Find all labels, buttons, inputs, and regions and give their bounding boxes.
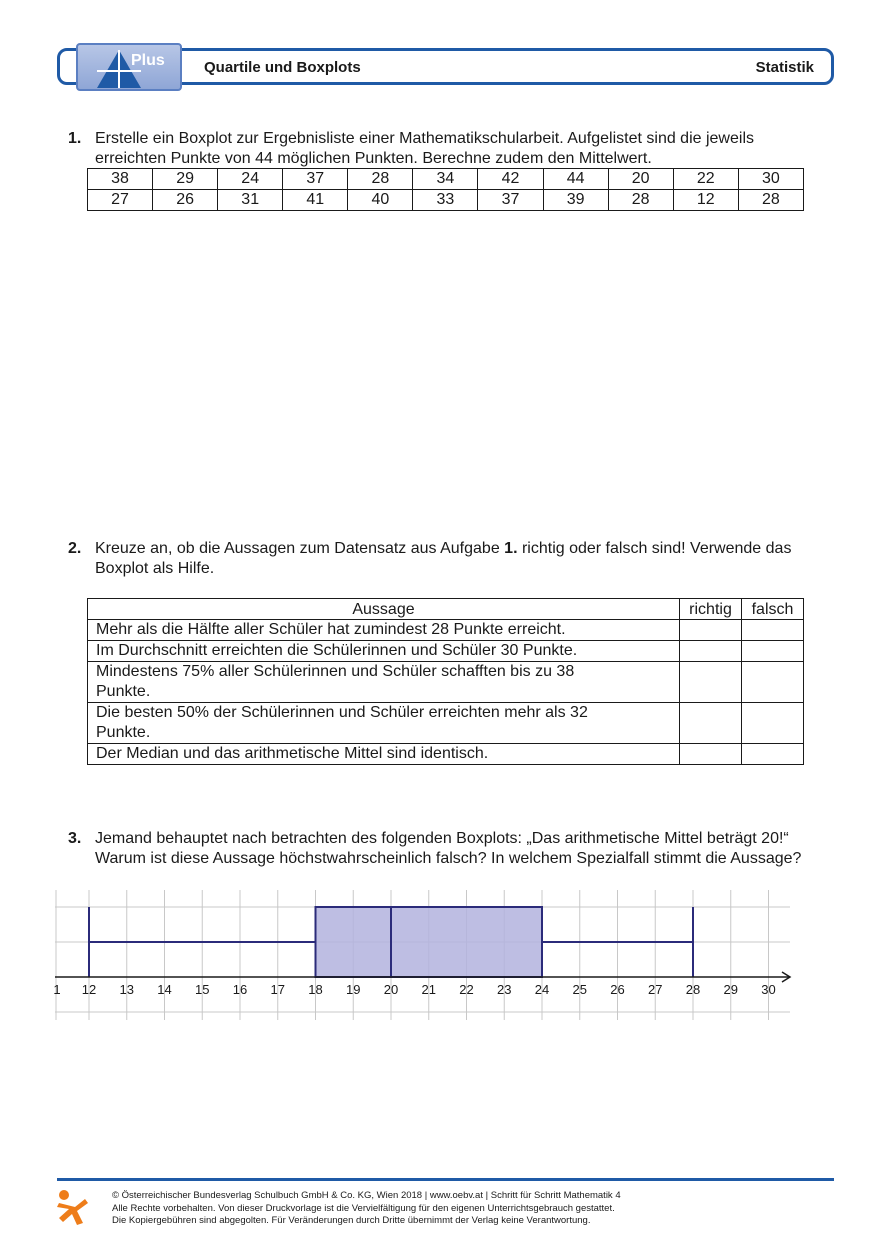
axis-tick-label: 20 [383, 982, 399, 997]
header-falsch: falsch [742, 599, 804, 620]
footer-line-3: Die Kopiergebühren sind abgegolten. Für Veränderungen durch Dritte übernimmt der Verlag keine Verantwortung. [112, 1215, 591, 1226]
axis-tick-label: 30 [761, 982, 776, 997]
task-3-number: 3. [68, 830, 82, 847]
axis-tick-label: 14 [157, 982, 172, 997]
statement-text: Die besten 50% der Schülerinnen und Schüler erreichten mehr als 32 Punkte. [88, 703, 680, 744]
table-cell: 42 [478, 169, 543, 190]
axis-ticks [53, 982, 775, 997]
task-2-ref: 1. [504, 540, 518, 557]
statement-text: Mehr als die Hälfte aller Schüler hat zumindest 28 Punkte erreicht. [88, 620, 680, 641]
table-cell: 39 [543, 190, 608, 211]
logo-text: Plus [131, 52, 165, 69]
task-1-text: Erstelle ein Boxplot zur Ergebnisliste einer Mathematikschularbeit. Aufgelistet sind die jeweils erreichten Punkte von 44 möglichen Punkten. Berechne zudem den Mittelwert. [95, 130, 754, 167]
axis-tick-label: 19 [346, 982, 361, 997]
axis-tick-label: 12 [81, 982, 97, 997]
table-cell: 22 [673, 169, 738, 190]
table-cell: 29 [153, 169, 218, 190]
axis-tick-label: 17 [270, 982, 285, 997]
axis-tick-label: 15 [195, 982, 210, 997]
task-2-number: 2. [68, 540, 82, 557]
footer-line [57, 1178, 834, 1181]
table-cell: 31 [218, 190, 283, 211]
axis-tick-label: 16 [232, 982, 248, 997]
axis-tick-label: 24 [534, 982, 550, 997]
table-cell: 28 [738, 190, 803, 211]
table-cell: 30 [738, 169, 803, 190]
footer-copyright [112, 1190, 621, 1228]
axis-tick-label: 18 [308, 982, 323, 997]
table-cell: 26 [153, 190, 218, 211]
statement-text: Mindestens 75% aller Schülerinnen und Schüler schafften bis zu 38 Punkte. [88, 662, 680, 703]
table-cell: 34 [413, 169, 478, 190]
statement-text: Der Median und das arithmetische Mittel sind identisch. [88, 744, 680, 765]
axis-tick-label: 25 [572, 982, 587, 997]
axis-tick-label: 27 [648, 982, 663, 997]
table-cell: 41 [283, 190, 348, 211]
table-cell: 44 [543, 169, 608, 190]
box-lower-quartile [316, 907, 392, 977]
header-richtig: richtig [680, 599, 742, 620]
task-3-text: Jemand behauptet nach betrachten des folgenden Boxplots: „Das arithmetische Mittel beträgt 20!“ Warum ist diese Aussage höchstwahrscheinlich falsch? In welchem Spezialfall stimmt die Aussage? [95, 830, 802, 867]
header-aussage: Aussage [88, 599, 680, 620]
table-cell: 38 [88, 169, 153, 190]
table-cell: 28 [348, 169, 413, 190]
axis-tick-label: 29 [723, 982, 738, 997]
axis-tick-label: 23 [497, 982, 512, 997]
statement-text: Im Durchschnitt erreichten die Schülerinnen und Schüler 30 Punkte. [88, 641, 680, 662]
table-cell: 12 [673, 190, 738, 211]
table-cell: 37 [478, 190, 543, 211]
axis-tick-label: 21 [421, 982, 436, 997]
table-cell: 40 [348, 190, 413, 211]
table-cell: 37 [283, 169, 348, 190]
task-1-number: 1. [68, 130, 82, 147]
axis-tick-label: 13 [119, 982, 134, 997]
axis-tick-label: 22 [459, 982, 474, 997]
table-cell: 20 [608, 169, 673, 190]
task-2-text-part: richtig oder falsch sind! Verwende das Boxplot als Hilfe. [95, 540, 792, 577]
footer-line-2: Alle Rechte vorbehalten. Von dieser Druckvorlage ist die Vervielfältigung für den eigenen Unterrichtsgebrauch gestattet. [112, 1202, 615, 1214]
page-topic: Statistik [755, 59, 814, 76]
axis-tick-label: 26 [610, 982, 625, 997]
table-cell: 33 [413, 190, 478, 211]
box-upper-quartile [391, 907, 542, 977]
oebv-logo-icon [55, 1189, 91, 1227]
axis-tick-label: 1 [53, 982, 61, 997]
footer-line-1: © Österreichischer Bundesverlag Schulbuch GmbH & Co. KG, Wien 2018 | www.oebv.at | Schritt für Schritt Mathematik 4 [112, 1190, 621, 1201]
table-cell: 24 [218, 169, 283, 190]
task-2-text-part: Kreuze an, ob die Aussagen zum Datensatz aus Aufgabe [95, 540, 505, 557]
page-title: Quartile und Boxplots [204, 59, 361, 76]
axis-tick-label: 28 [685, 982, 701, 997]
table-cell: 27 [88, 190, 153, 211]
table-cell: 28 [608, 190, 673, 211]
